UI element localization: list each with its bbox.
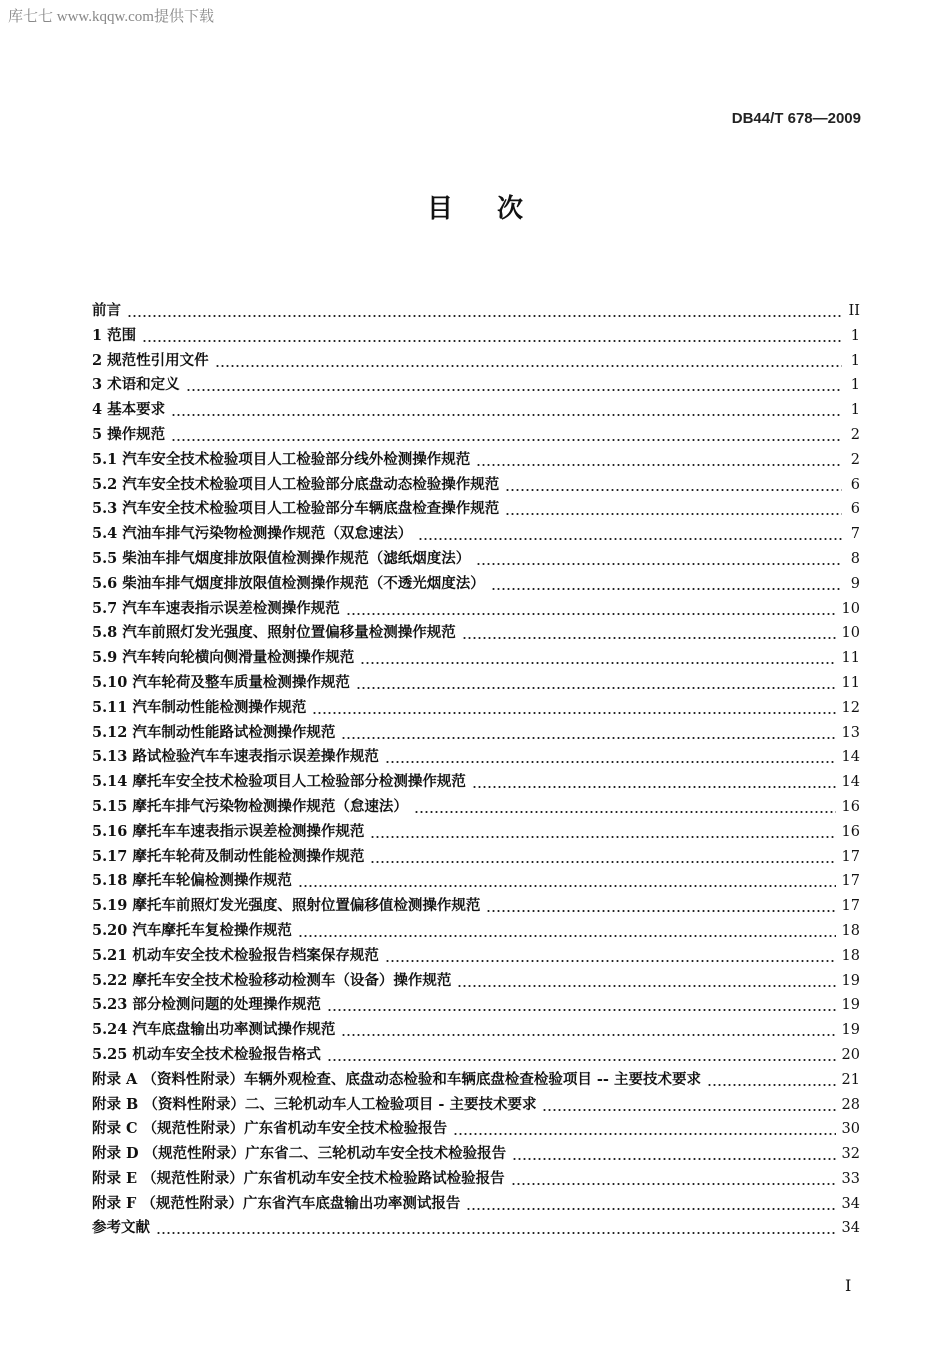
toc-entry-label: 5.18 摩托车轮偏检测操作规范 (92, 872, 292, 890)
toc-entry-label: 4 基本要求 (92, 401, 166, 419)
dot-leader (462, 621, 836, 646)
dot-leader (341, 721, 835, 746)
toc-entry[interactable] (92, 621, 860, 646)
toc-entry[interactable] (92, 869, 860, 894)
toc-entry-label: 5.2 汽车安全技术检验项目人工检验部分底盘动态检验操作规范 (92, 475, 500, 493)
dot-leader (418, 522, 842, 547)
toc-entry[interactable] (92, 696, 860, 721)
dot-leader (472, 770, 836, 795)
toc-entry-page: 6 (850, 501, 860, 518)
page-title: 目次 (426, 194, 567, 224)
dot-leader (457, 969, 835, 994)
dot-leader (171, 398, 842, 423)
toc-entry-page: 19 (841, 997, 860, 1014)
toc-entry-page: 13 (841, 724, 860, 741)
toc-entry[interactable] (92, 795, 860, 820)
toc-entry-label: 2 规范性引用文件 (92, 351, 209, 369)
toc-entry-label: 5.20 汽车摩托车复检操作规范 (92, 921, 292, 939)
dot-leader (505, 473, 842, 498)
toc-entry-page: 6 (850, 476, 860, 493)
toc-entry-label: 1 范围 (92, 326, 137, 344)
toc-entry-label: 5.14 摩托车安全技术检验项目人工检验部分检测操作规范 (92, 773, 466, 791)
toc-entry-page: 17 (841, 898, 860, 915)
toc-entry[interactable] (92, 845, 860, 870)
dot-leader (312, 696, 835, 721)
dot-leader (327, 993, 836, 1018)
toc-entry-page: 10 (841, 600, 860, 617)
dot-leader (341, 1018, 835, 1043)
toc-entry-label: 3 术语和定义 (92, 376, 180, 394)
toc-entry[interactable] (92, 448, 860, 473)
toc-entry[interactable] (92, 1093, 860, 1118)
toc-entry-page: 1 (850, 327, 860, 344)
toc-entry-page: 2 (850, 426, 860, 443)
toc-entry-label: 5.11 汽车制动性能检测操作规范 (92, 698, 307, 716)
toc-entry-page: 20 (841, 1046, 860, 1063)
toc-entry-page: 30 (841, 1121, 860, 1138)
dot-leader (356, 671, 836, 696)
toc-entry[interactable] (92, 473, 860, 498)
toc-entry-label: 附录 B （资料性附录）二、三轮机动车人工检验项目 - 主要技术要求 (92, 1095, 537, 1113)
toc-entry-label: 5.5 柴油车排气烟度排放限值检测操作规范（滤纸烟度法） (92, 549, 471, 567)
toc-entry-page: 18 (841, 922, 860, 939)
toc-entry-label: 5.12 汽车制动性能路试检测操作规范 (92, 723, 336, 741)
toc-entry[interactable] (92, 919, 860, 944)
toc-entry-label: 5.6 柴油车排气烟度排放限值检测操作规范（不透光烟度法） (92, 574, 485, 592)
dot-leader (186, 373, 842, 398)
table-of-contents (92, 299, 860, 1241)
dot-leader (215, 349, 842, 374)
document-number: DB44/T 678—2009 (731, 110, 861, 127)
toc-entry[interactable] (92, 1167, 860, 1192)
toc-entry-page: 11 (841, 650, 860, 667)
toc-entry[interactable] (92, 894, 860, 919)
toc-entry[interactable] (92, 522, 860, 547)
toc-entry-label: 5.19 摩托车前照灯发光强度、照射位置偏移值检测操作规范 (92, 897, 481, 915)
toc-entry[interactable] (92, 721, 860, 746)
toc-entry[interactable] (92, 497, 860, 522)
toc-entry-page: 19 (841, 1022, 860, 1039)
toc-entry-page: 1 (850, 352, 860, 369)
dot-leader (414, 795, 836, 820)
toc-entry-page: II (848, 303, 860, 319)
dot-leader (346, 597, 836, 622)
toc-entry-page: 18 (841, 947, 860, 964)
toc-entry-label: 5.13 路试检验汽车车速表指示误差操作规范 (92, 748, 379, 766)
toc-entry-page: 2 (850, 451, 860, 468)
dot-leader (466, 1192, 835, 1217)
toc-entry-label: 参考文献 (92, 1219, 150, 1237)
dot-leader (511, 1167, 836, 1192)
dot-leader (453, 1117, 835, 1142)
toc-entry-page: 34 (841, 1220, 860, 1237)
toc-entry[interactable] (92, 373, 860, 398)
toc-entry-label: 5.17 摩托车轮荷及制动性能检测操作规范 (92, 847, 365, 865)
toc-entry-page: 14 (841, 774, 860, 791)
toc-entry-page: 17 (841, 848, 860, 865)
toc-entry-label: 5.25 机动车安全技术检验报告格式 (92, 1045, 321, 1063)
dot-leader (505, 497, 842, 522)
toc-entry[interactable] (92, 1142, 860, 1167)
dot-leader (370, 845, 835, 870)
toc-entry-label: 5.7 汽车车速表指示误差检测操作规范 (92, 599, 340, 617)
toc-entry-page: 34 (841, 1195, 860, 1212)
toc-entry-page: 19 (841, 972, 860, 989)
toc-entry-page: 14 (841, 749, 860, 766)
toc-entry-label: 5.24 汽车底盘输出功率测试操作规范 (92, 1021, 336, 1039)
toc-entry-page: 17 (841, 873, 860, 890)
toc-entry[interactable] (92, 1216, 860, 1241)
dot-leader (171, 423, 842, 448)
toc-entry-page: 11 (841, 674, 860, 691)
toc-entry-page: 1 (850, 402, 860, 419)
toc-entry[interactable] (92, 1068, 860, 1093)
toc-entry-page: 8 (850, 550, 860, 567)
toc-entry-page: 12 (841, 699, 860, 716)
toc-entry-label: 5.22 摩托车安全技术检验移动检测车（设备）操作规范 (92, 971, 452, 989)
toc-entry[interactable] (92, 646, 860, 671)
toc-entry-page: 28 (841, 1096, 860, 1113)
toc-entry-label: 附录 A （资料性附录）车辆外观检查、底盘动态检验和车辆底盘检查检验项目 -- 主要技术要求 (92, 1070, 701, 1088)
toc-entry[interactable] (92, 993, 860, 1018)
watermark: 库七七 www.kqqw.com提供下载 (8, 9, 214, 25)
toc-entry[interactable] (92, 597, 860, 622)
toc-entry[interactable] (92, 1018, 860, 1043)
toc-entry[interactable] (92, 770, 860, 795)
toc-entry[interactable] (92, 1043, 860, 1068)
dot-leader (707, 1068, 836, 1093)
toc-entry[interactable] (92, 398, 860, 423)
dot-leader (298, 919, 836, 944)
dot-leader (127, 299, 842, 324)
dot-leader (385, 745, 836, 770)
toc-entry-label: 5.23 部分检测问题的处理操作规范 (92, 996, 321, 1014)
toc-entry-page: 16 (841, 823, 860, 840)
toc-entry-label: 5.8 汽车前照灯发光强度、照射位置偏移量检测操作规范 (92, 624, 456, 642)
dot-leader (512, 1142, 835, 1167)
dot-leader (298, 869, 836, 894)
toc-entry[interactable] (92, 299, 860, 324)
toc-entry[interactable] (92, 671, 860, 696)
toc-entry-page: 10 (841, 625, 860, 642)
toc-entry[interactable] (92, 349, 860, 374)
toc-entry-label: 5.16 摩托车车速表指示误差检测操作规范 (92, 822, 365, 840)
dot-leader (385, 944, 836, 969)
toc-entry-label: 5.3 汽车安全技术检验项目人工检验部分车辆底盘检查操作规范 (92, 500, 500, 518)
toc-entry[interactable] (92, 944, 860, 969)
toc-entry-label: 附录 C （规范性附录）广东省机动车安全技术检验报告 (92, 1120, 448, 1138)
toc-entry-page: 9 (850, 575, 860, 592)
dot-leader (476, 448, 842, 473)
dot-leader (370, 820, 835, 845)
toc-entry[interactable] (92, 423, 860, 448)
toc-entry-page: 1 (850, 377, 860, 394)
toc-entry-label: 5 操作规范 (92, 425, 166, 443)
toc-entry-page: 21 (841, 1071, 860, 1088)
toc-entry-label: 5.10 汽车轮荷及整车质量检测操作规范 (92, 673, 350, 691)
dot-leader (542, 1093, 835, 1118)
dot-leader (476, 547, 842, 572)
toc-entry-label: 5.15 摩托车排气污染物检测操作规范（怠速法） (92, 797, 408, 815)
dot-leader (491, 572, 842, 597)
toc-entry[interactable] (92, 547, 860, 572)
toc-entry-label: 5.4 汽油车排气污染物检测操作规范（双怠速法） (92, 525, 413, 543)
toc-entry[interactable] (92, 572, 860, 597)
page-number: I (845, 1276, 852, 1295)
toc-entry[interactable] (92, 745, 860, 770)
toc-entry-page: 7 (850, 526, 860, 543)
dot-leader (156, 1216, 836, 1241)
toc-entry-label: 附录 D （规范性附录）广东省二、三轮机动车安全技术检验报告 (92, 1145, 507, 1163)
toc-entry-label: 5.9 汽车转向轮横向侧滑量检测操作规范 (92, 649, 355, 667)
dot-leader (142, 324, 842, 349)
toc-entry-label: 5.21 机动车安全技术检验报告档案保存规范 (92, 946, 379, 964)
toc-entry-label: 前言 (92, 302, 121, 319)
toc-entry[interactable] (92, 820, 860, 845)
toc-entry[interactable] (92, 324, 860, 349)
toc-entry-label: 附录 E （规范性附录）广东省机动车安全技术检验路试检验报告 (92, 1169, 505, 1187)
dot-leader (486, 894, 835, 919)
toc-entry-page: 16 (841, 798, 860, 815)
toc-entry-page: 33 (841, 1170, 860, 1187)
toc-entry-page: 32 (841, 1146, 860, 1163)
dot-leader (360, 646, 835, 671)
dot-leader (327, 1043, 836, 1068)
toc-entry[interactable] (92, 1192, 860, 1217)
toc-entry-label: 5.1 汽车安全技术检验项目人工检验部分线外检测操作规范 (92, 450, 471, 468)
toc-entry[interactable] (92, 969, 860, 994)
toc-entry[interactable] (92, 1117, 860, 1142)
toc-entry-label: 附录 F （规范性附录）广东省汽车底盘输出功率测试报告 (92, 1194, 461, 1212)
